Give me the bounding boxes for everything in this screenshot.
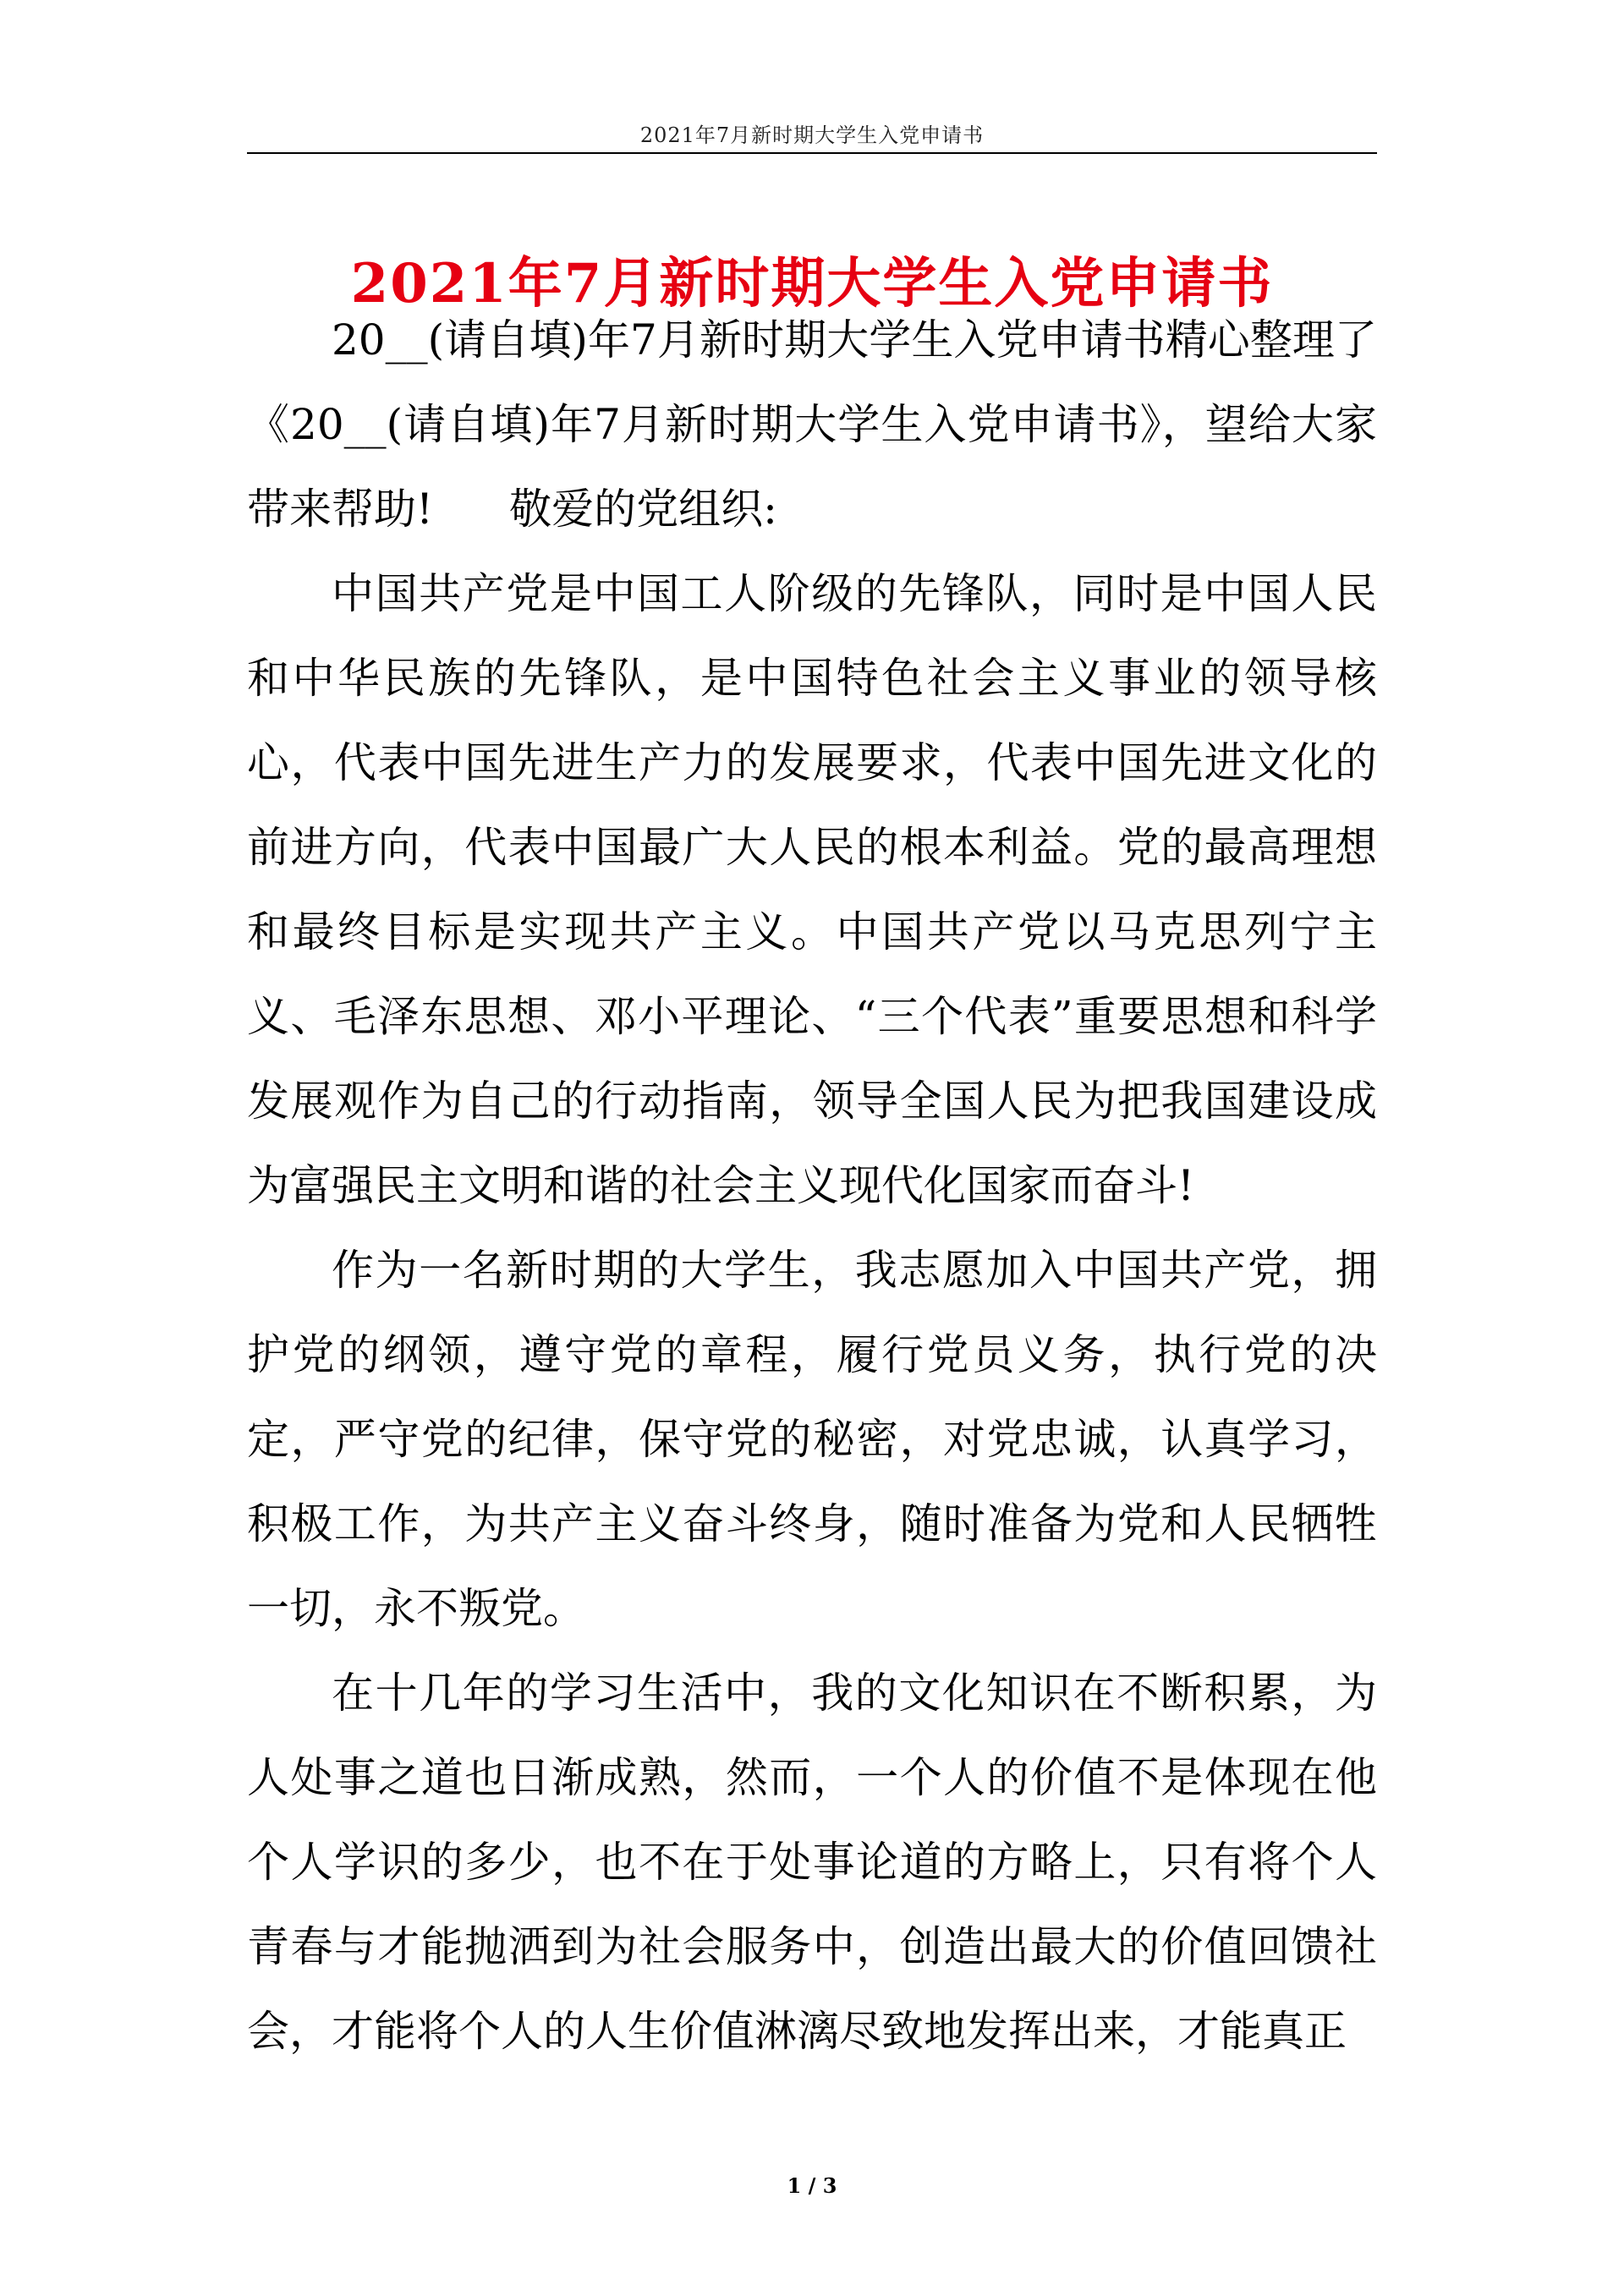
body-paragraph-2: 作为一名新时期的大学生，我志愿加入中国共产党，拥护党的纲领，遵守党的章程，履行党员义务，执行党的决定，严守党的纪律，保守党的秘密，对党忠诚，认真学习，积极工作，为共产主义奋斗终身，随时准备为党和人民牺牲一切，永不叛党。 [247, 1246, 1377, 1633]
document-title: 2021年7月新时期大学生入党申请书 [350, 251, 1274, 315]
body-paragraph-3: 在十几年的学习生活中，我的文化知识在不断积累，为人处事之道也日渐成熟，然而，一个人的价值不是体现在他个人学识的多少，也不在于处事论道的方略上，只有将个人青春与才能抛洒到为社会服务中，创造出最大的价值回馈社会，才能将个人的人生价值淋漓尽致地发挥出来，才能真正 [247, 1669, 1377, 2056]
document-body [247, 298, 1377, 2074]
greeting: 敬爱的党组织: [509, 485, 777, 534]
header-rule [247, 152, 1377, 154]
running-header: 2021年7月新时期大学生入党申请书 [639, 123, 985, 147]
intro-text: 20__(请自填)年7月新时期大学生入党申请书精心整理了《20__(请自填)年7月新时期大学生入党申请书》，望给大家带来帮助! [247, 315, 1377, 534]
page-number: 1 / 3 [787, 2173, 837, 2198]
body-paragraph-1: 中国共产党是中国工人阶级的先锋队，同时是中国人民和中华民族的先锋队，是中国特色社会主义事业的领导核心，代表中国先进生产力的发展要求，代表中国先进文化的前进方向，代表中国最广大人民的根本利益。党的最高理想和最终目标是实现共产主义。中国共产党以马克思列宁主义、毛泽东思想、邓小平理论、“三个代表”重要思想和科学发展观作为自己的行动指南，领导全国人民为把我国建设成为富强民主文明和谐的社会主义现代化国家而奋斗! [247, 569, 1377, 1210]
intro-paragraph [247, 298, 1377, 551]
